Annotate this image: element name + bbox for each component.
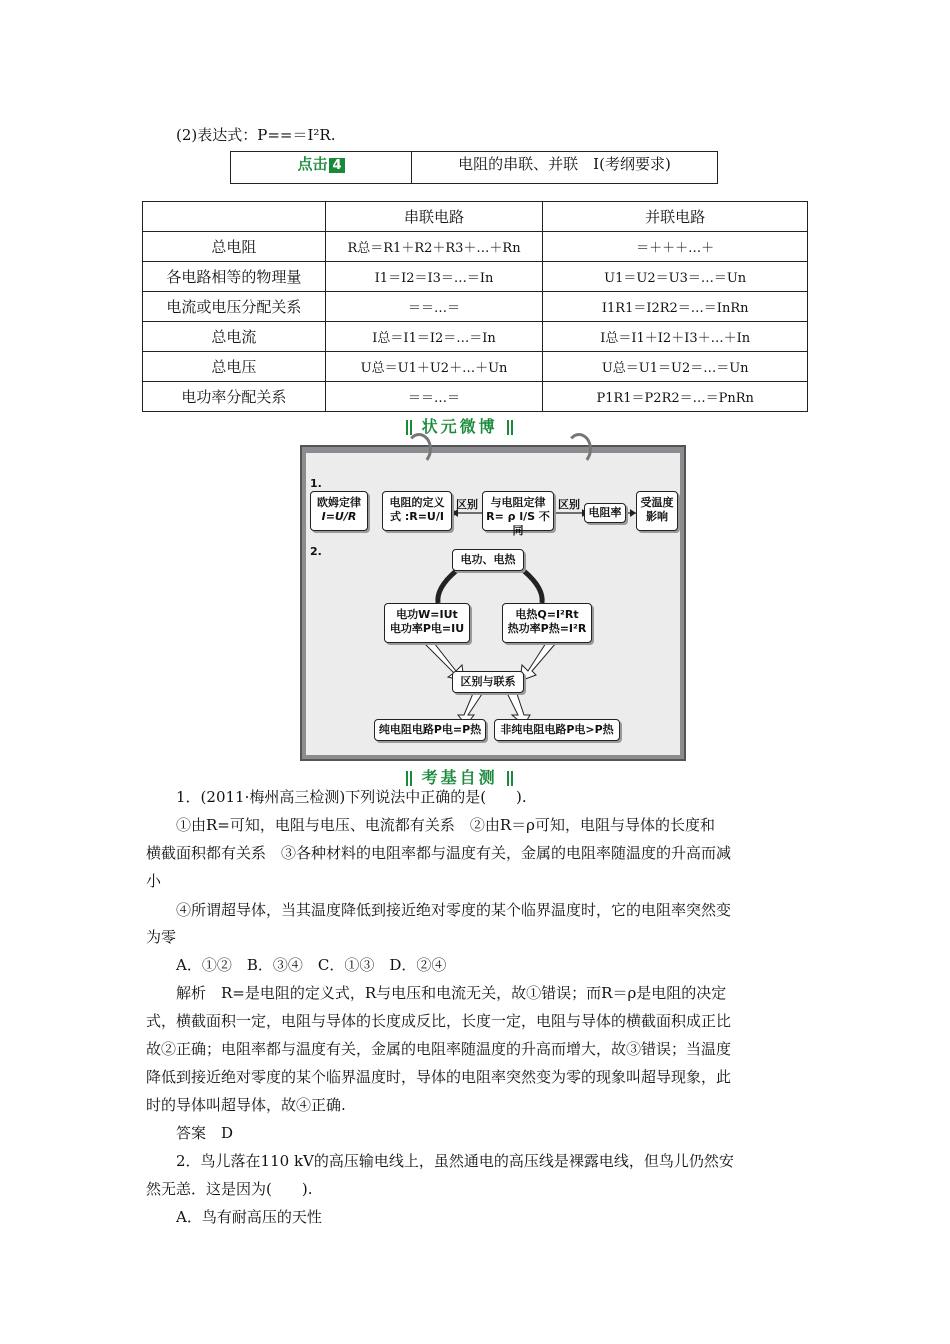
q2-stem-1: 2．鸟儿落在110 kV的高压输电线上，虽然通电的高压线是裸露电线，但鸟儿仍然安	[176, 1152, 734, 1170]
table-header-cell: 串联电路	[325, 202, 543, 232]
section-title-test	[405, 765, 514, 788]
table-row	[143, 352, 808, 382]
q1-answer: 答案 D	[176, 1124, 234, 1142]
badge-label: 点击	[297, 155, 328, 173]
power-formula: 电功率P电=IU	[389, 622, 465, 635]
box-temperature: 受温度影响	[636, 491, 678, 531]
q1-analysis-4: 降低到接近绝对零度的某个临界温度时，导体的电阻率突然变为零的现象叫超导现象，此	[146, 1068, 732, 1086]
heat-power-formula: 热功率P热=I²R	[507, 622, 587, 635]
table-row-label: 总电流	[143, 322, 326, 352]
diagram-step-1: 1.	[310, 477, 322, 490]
q1-option-line-1: ①由R=可知，电阻与电压、电流都有关系 ②由R＝ρ可知，电阻与导体的长度和	[176, 816, 715, 834]
box-work-heat: 电功、电热	[452, 549, 524, 571]
q1-option-line-2: 横截面积都有关系 ③各种材料的电阻率都与温度有关，金属的电阻率随温度的升高而减	[146, 844, 732, 862]
box-electric-heat	[502, 603, 592, 643]
box-difference-relation: 区别与联系	[452, 671, 524, 693]
diff-label-1: 区别	[456, 498, 478, 511]
definition-formula: 式 :R=U/I	[390, 510, 444, 523]
q1-analysis-2: 式，横截面积一定，电阻与导体的长度成反比，长度一定，电阻与导体的横截面积成正比	[146, 1012, 732, 1030]
q1-option-line-3: 小	[146, 872, 162, 890]
table-cell: R总＝R1＋R2＋R3＋…＋Rn	[325, 232, 543, 262]
diff-label-2: 区别	[558, 498, 580, 511]
heat-formula: 电热Q=I²Rt	[515, 608, 579, 621]
table-cell: I总＝I1＋I2＋I3＋…＋In	[543, 322, 808, 352]
table-row-label: 总电压	[143, 352, 326, 382]
table-row	[143, 292, 808, 322]
box-nonpure-resistance: 非纯电阻电路P电>P热	[494, 719, 620, 741]
q1-stem: 1．(2011·梅州高三检测)下列说法中正确的是( ).	[176, 788, 527, 806]
table-cell: U总＝U1＋U2＋…＋Un	[325, 352, 543, 382]
law-formula: R= ρ l/S 不同	[486, 510, 550, 537]
section-title: 电阻的串联、并联 Ⅰ(考纲要求)	[458, 155, 671, 173]
binder-ring-right	[566, 433, 592, 465]
notebook-page	[306, 453, 680, 755]
circuit-comparison-table	[142, 201, 808, 412]
table-row	[143, 322, 808, 352]
ohm-formula: I=U/R	[321, 510, 357, 523]
box-resistance-definition	[382, 491, 452, 531]
table-row-label: 总电阻	[143, 232, 326, 262]
table-cell: ＝＝…＝	[325, 382, 543, 412]
q1-analysis-3: 故②正确；电阻率都与温度有关，金属的电阻率随温度的升高而增大，故③错误；当温度	[146, 1040, 732, 1058]
q1-analysis-1: 解析 R=是电阻的定义式，R与电压和电流无关，故①错误；而R＝ρ是电阻的决定	[176, 984, 727, 1002]
section1-label: 状元微博	[421, 417, 498, 436]
section-header	[230, 151, 718, 184]
box-pure-resistance: 纯电阻电路P电=P热	[374, 719, 486, 741]
ohm-title: 欧姆定律	[317, 496, 361, 509]
table-row-label: 各电路相等的物理量	[143, 262, 326, 292]
work-formula: 电功W=IUt	[396, 608, 458, 621]
q1-option-line-4: ④所谓超导体，当其温度降低到接近绝对零度的某个临界温度时，它的电阻率突然变	[176, 901, 732, 919]
box-resistance-law	[482, 491, 554, 537]
table-header-cell	[143, 202, 326, 232]
table-row	[143, 382, 808, 412]
section-badge	[231, 152, 412, 183]
q1-choices: A．①② B．③④ C．①③ D．②④	[176, 956, 447, 974]
q2-option-a: A．鸟有耐高压的天性	[176, 1208, 322, 1226]
badge-number: 4	[329, 158, 344, 173]
table-row	[143, 262, 808, 292]
table-cell: I总＝I1＝I2＝…＝In	[325, 322, 543, 352]
table-cell: I1＝I2＝I3＝…＝In	[325, 262, 543, 292]
box-resistivity: 电阻率	[584, 503, 626, 523]
q1-analysis-5: 时的导体叫超导体，故④正确.	[146, 1096, 346, 1114]
table-row-label: 电功率分配关系	[143, 382, 326, 412]
table-cell: I1R1＝I2R2＝…＝InRn	[543, 292, 808, 322]
box-ohm-law	[310, 491, 368, 531]
table-row	[143, 232, 808, 262]
expression-line: (2)表达式：P==＝I²R.	[176, 126, 336, 144]
diagram-step-2: 2.	[310, 545, 322, 558]
q1-option-line-5: 为零	[146, 928, 177, 946]
table-row-label: 电流或电压分配关系	[143, 292, 326, 322]
table-cell: U1＝U2＝U3＝…＝Un	[543, 262, 808, 292]
table-header-cell: 并联电路	[543, 202, 808, 232]
table-cell: U总＝U1＝U2＝…＝Un	[543, 352, 808, 382]
table-header-row	[143, 202, 808, 232]
box-electric-work	[384, 603, 470, 643]
law-title: 与电阻定律	[490, 496, 546, 509]
binder-ring-left	[406, 433, 432, 465]
concept-notebook	[300, 445, 686, 761]
definition-title: 电阻的定义	[389, 496, 445, 509]
table-cell: ＝＋＋＋…＋	[543, 232, 808, 262]
table-cell: ＝＝…＝	[325, 292, 543, 322]
section2-label: 考基自测	[421, 768, 498, 787]
table-cell: P1R1＝P2R2＝…＝PnRn	[543, 382, 808, 412]
q2-stem-2: 然无恙．这是因为( ).	[146, 1180, 313, 1198]
